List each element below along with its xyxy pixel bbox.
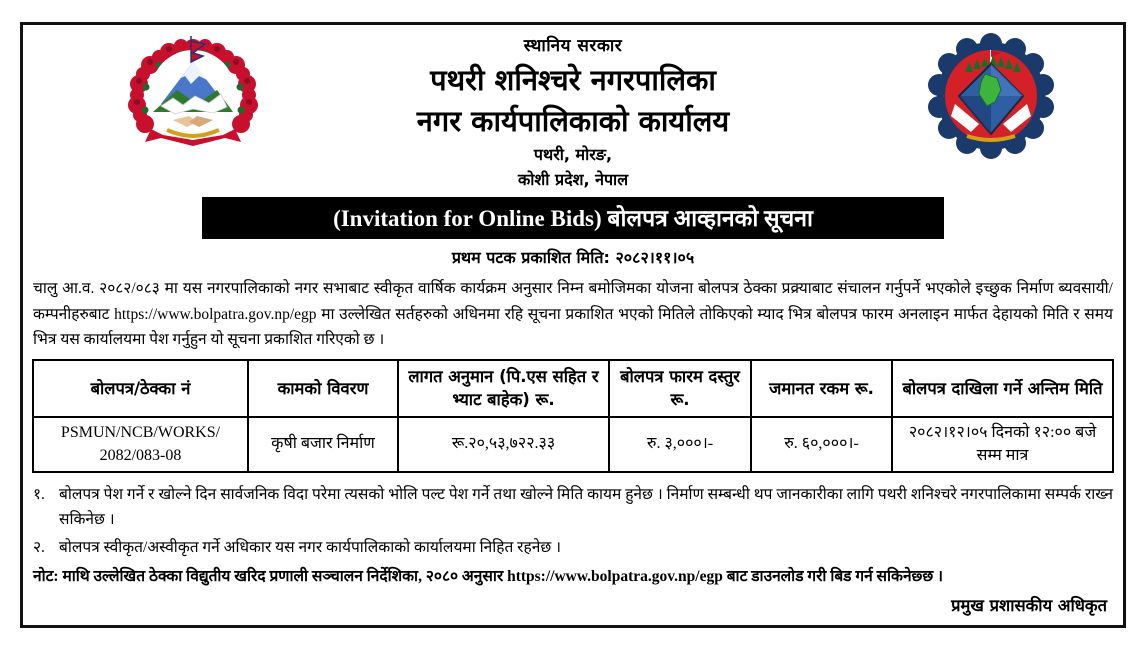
cell-guarantee-amount: रु. ६०,०००।- [751,417,892,472]
municipality-name: पथरी शनिश्चरे नगरपालिका [430,63,716,97]
document-header [23,27,1123,195]
cell-work-description: कृषी बजार निर्माण [248,417,398,472]
table-row [33,417,1113,472]
note-text: बोलपत्र पेश गर्ने र खोल्ने दिन सार्वजनिक विदा परेमा त्यसको भोलि पल्ट पेश गर्ने तथा खोल्ने मिति कायम हुनेछ । निर्माण सम्बन्धी थप जानकारीका लागि पथरी शनिश्चरे नगरपालिकामा सम्पर्क राख्न सकिनेछ । [59,486,1113,529]
cell-deadline: २०८२।१२।०५ दिनको १२:०० बजे सम्म मात्र [892,417,1113,472]
government-line: स्थानिय सरकार [523,36,623,56]
bid-table [32,359,1114,473]
header-bid-number: बोलपत्र/ठेक्का नं [33,360,248,417]
published-date-line: प्रथम पटक प्रकाशित मिति: २०८२।११।०५ [451,248,695,267]
nepal-government-emblem-icon [121,32,266,160]
header-form-fee: बोलपत्र फारम दस्तुर रू. [609,360,751,417]
intro-paragraph: चालु आ.व. २०८२/०८३ मा यस नगरपालिकाको नगर सभाबाट स्वीकृत वार्षिक कार्यक्रम अनुसार निम्न बमोजिमका योजना बोलपत्र ठेक्का प्रक्र्याबाट संचालन गर्नुपर्ने भएकोले इच्छुक निर्माण ब्यवसायी/कम्पनीहरुबाट https://www.bolpatra.gov.np/egp मा उल्लेखित सर्तहरुको अधिनमा रहि सूचना प्रकाशित भएको मितिले तोकिएको म्याद भित्र बोलपत्र फारम अनलाइन मार्फत देहायको मिति र समय भित्र यस कार्यालयमा पेश गर्नुहुन यो सूचना प्रकाशित गरिएको छ । [33,280,1113,349]
table-header-row [33,360,1113,417]
municipality-emblem-icon [921,32,1061,160]
cell-form-fee: रु. ३,०००।- [609,417,751,472]
address-line-2: कोशी प्रदेश, नेपाल [517,170,629,189]
notice-title-banner [202,197,944,239]
footer-note: नोट: माथि उल्लेखित ठेक्का विद्युतीय खरिद प्रणाली सञ्चालन निर्देशिका, २०८० अनुसार https://www.bolpatra.gov.np/egp बाट डाउनलोड गरी बिड गर्न सकिनेछ्छ । [33,568,944,586]
header-cost-estimate: लागत अनुमान (पि.एस सहित र भ्याट बाहेक) रू. [398,360,609,417]
document-border [20,22,1126,628]
header-work-description: कामको विवरण [248,360,398,417]
note-item-1 [33,482,1113,532]
signature-title: प्रमुख प्रशासकीय अधिकृत [951,595,1107,615]
note-item-2 [33,535,1113,560]
header-deadline: बोलपत्र दाखिला गर्ने अन्तिम मिति [892,360,1113,417]
notes-list [33,482,1113,560]
notice-title: (Invitation for Online Bids) बोलपत्र आव्हानको सूचना [333,206,813,231]
office-name: नगर कार्यपालिकाको कार्यालय [416,104,730,138]
note-text: बोलपत्र स्वीकृत/अस्वीकृत गर्ने अधिकार यस नगर कार्यपालिकाको कार्यालयमा निहित रहनेछ । [59,539,561,557]
note-number: १. [33,486,45,504]
note-number: २. [33,539,45,557]
cell-cost-estimate: रू.२०,५३,७२२.३३ [398,417,609,472]
cell-bid-number: PSMUN/NCB/WORKS/ 2082/083-08 [33,417,248,472]
address-line-1: पथरी, मोरङ, [533,145,613,164]
header-guarantee-amount: जमानत रकम रू. [751,360,892,417]
